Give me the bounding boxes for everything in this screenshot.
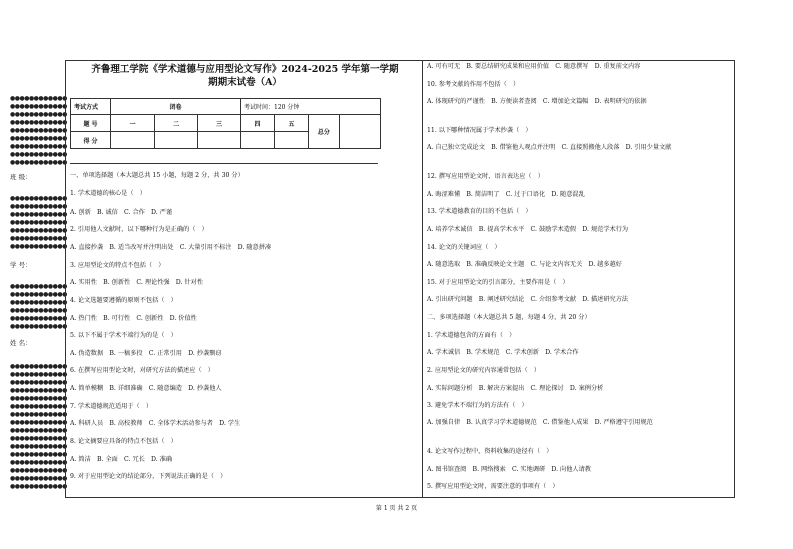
binding-dots-6: ●●●●●●●●●●●● <box>10 135 67 142</box>
part-2-header: 二 <box>155 115 198 132</box>
question-4: 4. 论文选题要遵循的原则不包括（ ） <box>70 297 177 304</box>
binding-dots-11: ●●●●●●●●●●●● <box>10 203 67 210</box>
binding-dots-4: ●●●●●●●●●●●● <box>10 119 67 126</box>
title-line-1: 齐鲁理工学院《学术道德与应用型论文写作》2024-2025 学年第一学期 <box>91 64 399 75</box>
question-3: 3. 应用型论文的特点不包括（ ） <box>70 262 165 269</box>
binding-dots-2: ●●●●●●●●●●●● <box>10 103 67 110</box>
exam-time: 考试时间：120 分钟 <box>241 99 381 115</box>
question-5-options: A. 伪造数据 B. 一稿多投 C. 正常引用 D. 抄袭剽窃 <box>70 350 222 357</box>
score-table <box>70 98 381 149</box>
binding-dots-25: ●●●●●●●●●●●● <box>10 379 67 386</box>
binding-dots-15: ●●●●●●●●●●●● <box>10 235 67 242</box>
part-3-score-cell[interactable] <box>198 132 241 149</box>
question-12: 12. 撰写应用型论文时，语言表达应（ ） <box>427 173 544 180</box>
part-5-header: 五 <box>274 115 308 132</box>
part-1-header: 一 <box>111 115 155 132</box>
question-15-options: A. 引出研究问题 B. 阐述研究结论 C. 介绍参考文献 D. 描述研究方法 <box>427 296 629 303</box>
binding-dots-18: ●●●●●●●●●●●● <box>10 291 67 298</box>
question-3-options: A. 实用性 B. 创新性 C. 理论性强 D. 针对性 <box>70 279 204 286</box>
binding-dots-10: ●●●●●●●●●●●● <box>10 195 67 202</box>
binding-dots-21: ●●●●●●●●●●●● <box>10 315 67 322</box>
mc-question-4-options: A. 图书馆查阅 B. 网络搜索 C. 实地调研 D. 向他人请教 <box>427 466 591 473</box>
binding-dots-13: ●●●●●●●●●●●● <box>10 219 67 226</box>
binding-dots-1: ●●●●●●●●●●●● <box>10 95 67 102</box>
question-9: 9. 对于应用型论文的结论部分，下列说法正确的是（ ） <box>70 473 227 480</box>
mc-question-3-options: A. 加强自律 B. 认真学习学术道德规范 C. 借鉴他人成果 D. 严格遵守引用规范 <box>427 419 653 426</box>
question-5: 5. 以下不属于学术不端行为的是（ ） <box>70 332 177 339</box>
total-score-cell[interactable] <box>339 115 380 149</box>
page-footer: 第 1 页 共 2 页 <box>375 505 418 512</box>
question-2-options: A. 直接抄袭 B. 适当改写并注明出处 C. 大量引用不标注 D. 随意拼凑 <box>70 244 272 251</box>
question-6: 6. 在撰写应用型论文时，对研究方法的描述应（ ） <box>70 367 214 374</box>
question-number-label: 题 号 <box>71 115 111 132</box>
question-8: 8. 论文摘要应具备的特点不包括（ ） <box>70 438 177 445</box>
binding-dots-23: ●●●●●●●●●●●● <box>10 363 67 370</box>
class-label: 班 级： <box>10 173 32 181</box>
part-2-score-cell[interactable] <box>155 132 198 149</box>
mc-question-2: 2. 应用型论文的研究内容通常包括（ ） <box>427 367 541 374</box>
exam-type-label: 考试方式 <box>71 99 111 115</box>
name-label: 姓 名： <box>10 339 32 347</box>
binding-dots-28: ●●●●●●●●●●●● <box>10 403 67 410</box>
binding-dots-5: ●●●●●●●●●●●● <box>10 127 67 134</box>
binding-dots-17: ●●●●●●●●●●●● <box>10 283 67 290</box>
question-13: 13. 学术道德教育的目的不包括（ ） <box>427 208 532 215</box>
mc-question-5: 5. 撰写应用型论文时，需要注意的事项有（ ） <box>427 483 559 490</box>
question-7: 7. 学术道德规范适用于（ ） <box>70 403 153 410</box>
question-14-options: A. 随意选取 B. 准确反映论文主题 C. 与论文内容无关 D. 越多越好 <box>427 261 622 268</box>
mc-question-1: 1. 学术道德包含的方面有（ ） <box>427 332 516 339</box>
part-3-header: 三 <box>198 115 241 132</box>
student-id-label: 学 号： <box>10 261 32 269</box>
binding-dots-36: ●●●●●●●●●●●● <box>10 467 67 474</box>
question-1-options: A. 创新 B. 诚信 C. 合作 D. 严谨 <box>70 209 173 216</box>
question-13-options: A. 培养学术诚信 B. 提高学术水平 C. 鼓励学术造假 D. 规范学术行为 <box>427 226 629 233</box>
binding-dots-30: ●●●●●●●●●●●● <box>10 419 67 426</box>
binding-dots-14: ●●●●●●●●●●●● <box>10 227 67 234</box>
binding-dots-31: ●●●●●●●●●●●● <box>10 427 67 434</box>
question-9-options: A. 可有可无 B. 要总结研究成果和应用价值 C. 随意撰写 D. 重复前文内容 <box>427 63 641 70</box>
mc-question-3: 3. 避免学术不端行为的方法有（ ） <box>427 402 528 409</box>
question-14: 14. 论文的关键词应（ ） <box>427 244 501 251</box>
binding-dots-19: ●●●●●●●●●●●● <box>10 299 67 306</box>
question-10: 10. 参考文献的作用不包括（ ） <box>427 81 520 88</box>
exam-type-value: 闭卷 <box>111 99 241 115</box>
binding-dots-33: ●●●●●●●●●●●● <box>10 443 67 450</box>
question-4-options: A. 热门性 B. 可行性 C. 创新性 D. 价值性 <box>70 315 197 322</box>
section-divider <box>70 163 378 164</box>
binding-dots-27: ●●●●●●●●●●●● <box>10 395 67 402</box>
question-12-options: A. 晦涩难懂 B. 简洁明了 C. 过于口语化 D. 随意混乱 <box>427 191 585 198</box>
binding-dots-9: ●●●●●●●●●●●● <box>10 159 67 166</box>
binding-dots-34: ●●●●●●●●●●●● <box>10 451 67 458</box>
page-title <box>70 63 420 89</box>
binding-dots-7: ●●●●●●●●●●●● <box>10 143 67 150</box>
binding-dots-29: ●●●●●●●●●●●● <box>10 411 67 418</box>
binding-dots-20: ●●●●●●●●●●●● <box>10 307 67 314</box>
binding-dots-8: ●●●●●●●●●●●● <box>10 151 67 158</box>
part-1-score-cell[interactable] <box>111 132 155 149</box>
mc-question-2-options: A. 实际问题分析 B. 解决方案提出 C. 理论探讨 D. 案例分析 <box>427 385 604 392</box>
score-label: 得 分 <box>71 132 111 149</box>
section-2-heading: 二、多项选择题（本大题总共 5 题，每题 4 分，共 20 分） <box>427 314 591 321</box>
question-11: 11. 以下哪种情况属于学术抄袭（ ） <box>427 127 532 134</box>
question-6-options: A. 简单模糊 B. 详细准确 C. 随意编造 D. 抄袭他人 <box>70 385 222 392</box>
part-4-header: 四 <box>241 115 275 132</box>
question-8-options: A. 简洁 B. 全面 C. 冗长 D. 准确 <box>70 456 173 463</box>
question-7-options: A. 科研人员 B. 高校教师 C. 全体学术活动参与者 D. 学生 <box>70 420 241 427</box>
binding-dots-12: ●●●●●●●●●●●● <box>10 211 67 218</box>
part-5-score-cell[interactable] <box>274 132 308 149</box>
binding-dots-16: ●●●●●●●●●●●● <box>10 243 67 250</box>
binding-dots-26: ●●●●●●●●●●●● <box>10 387 67 394</box>
binding-dots-32: ●●●●●●●●●●●● <box>10 435 67 442</box>
binding-dots-3: ●●●●●●●●●●●● <box>10 111 67 118</box>
part-4-score-cell[interactable] <box>241 132 275 149</box>
question-1: 1. 学术道德的核心是（ ） <box>70 190 146 197</box>
title-line-2: 期期末试卷（A） <box>208 77 282 88</box>
question-11-options: A. 自己独立完成论文 B. 借鉴他人观点并注明 C. 直接照搬他人段落 D. 引用少量文献 <box>427 144 672 151</box>
total-label: 总分 <box>308 115 339 149</box>
question-10-options: A. 体现研究的严谨性 B. 方便读者查阅 C. 增加论文篇幅 D. 表明研究的依据 <box>427 98 647 105</box>
binding-dots-38: ●●●●●●●●●●●● <box>10 483 67 490</box>
mc-question-4: 4. 论文写作过程中，资料收集的途径有（ ） <box>427 448 553 455</box>
column-divider <box>422 60 423 498</box>
mc-question-1-options: A. 学术诚信 B. 学术规范 C. 学术创新 D. 学术合作 <box>427 349 579 356</box>
binding-dots-24: ●●●●●●●●●●●● <box>10 371 67 378</box>
section-1-heading: 一、单项选择题（本大题总共 15 小题，每题 2 分，共 30 分） <box>70 172 244 179</box>
question-2: 2. 引用他人文献时，以下哪种行为是正确的（ ） <box>70 226 208 233</box>
binding-dots-37: ●●●●●●●●●●●● <box>10 475 67 482</box>
question-15: 15. 对于应用型论文的引言部分，主要作用是（ ） <box>427 279 569 286</box>
binding-dots-35: ●●●●●●●●●●●● <box>10 459 67 466</box>
binding-dots-22: ●●●●●●●●●●●● <box>10 323 67 330</box>
